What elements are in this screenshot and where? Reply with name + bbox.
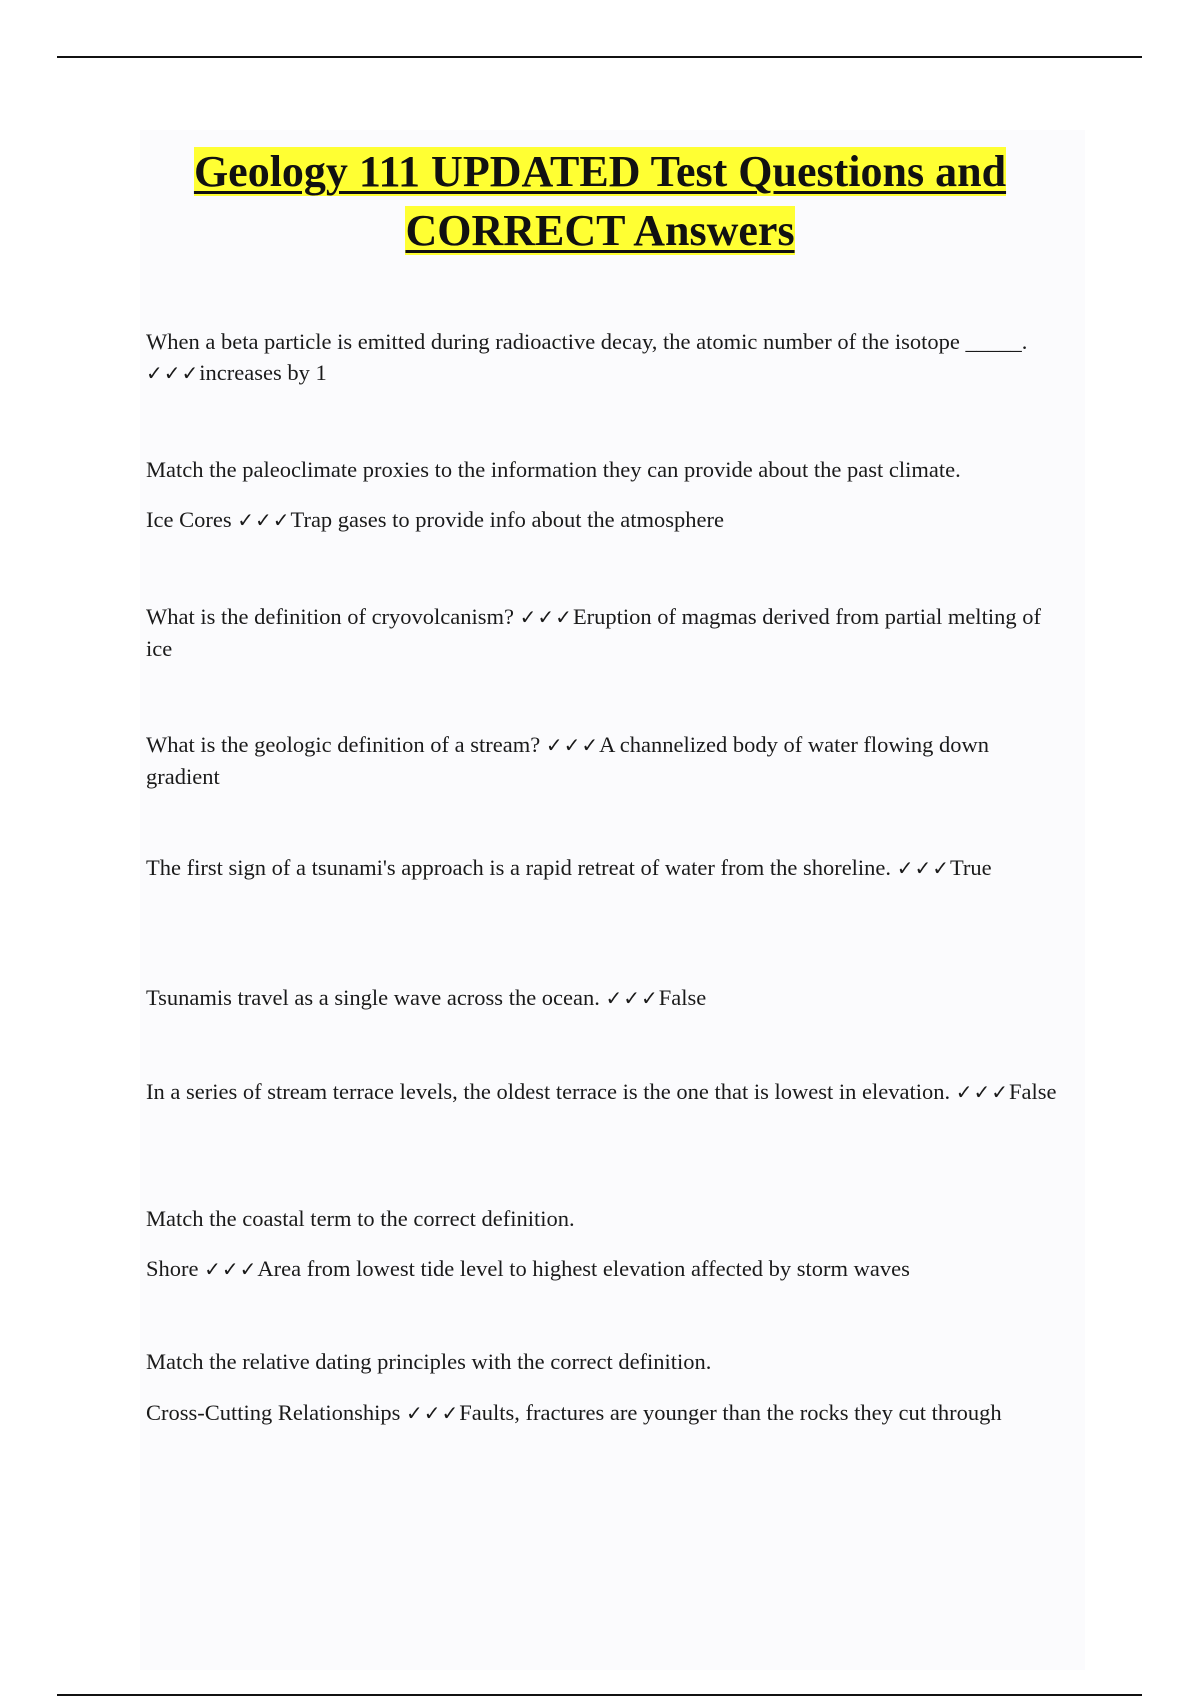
answer-text: False: [658, 985, 707, 1010]
title-line-1: Geology 111 UPDATED Test Questions and: [193, 147, 1007, 196]
question-text: When a beta particle is emitted during radioactive decay, the atomic number of the isotope _____.: [146, 329, 1028, 354]
answer-text: True: [949, 855, 992, 880]
qa-item: [146, 1076, 1066, 1108]
answer-text: Trap gases to provide info about the atmosphere: [290, 507, 724, 532]
question-text: Match the coastal term to the correct definition.: [146, 1206, 575, 1231]
qa-item: [146, 729, 1066, 792]
answer-text: A channelized body of water flowing down gradient: [146, 732, 990, 789]
bottom-divider: [57, 1694, 1142, 1696]
question-text: Shore: [146, 1256, 205, 1281]
check-mark-icon: ✓✓✓: [146, 361, 200, 385]
qa-item: [146, 504, 1066, 536]
qa-item: [146, 1346, 1066, 1377]
question-text: In a series of stream terrace levels, the oldest terrace is the one that is lowest in elevation.: [146, 1079, 956, 1104]
answer-text: Eruption of magmas derived from partial melting of ice: [146, 604, 1041, 661]
question-text: Match the relative dating principles with the correct definition.: [146, 1349, 712, 1374]
answer-text: False: [1008, 1079, 1057, 1104]
question-text: The first sign of a tsunami's approach is a rapid retreat of water from the shoreline.: [146, 855, 897, 880]
question-text: What is the definition of cryovolcanism?: [146, 604, 520, 629]
check-mark-icon: ✓✓✓: [896, 856, 950, 880]
qa-item: [146, 601, 1066, 664]
answer-text: Faults, fractures are younger than the rocks they cut through: [459, 1400, 1002, 1425]
answer-text: Area from lowest tide level to highest elevation affected by storm waves: [257, 1256, 910, 1281]
top-divider: [57, 56, 1142, 58]
answer-text: increases by 1: [199, 360, 327, 385]
check-mark-icon: ✓✓✓: [204, 1257, 258, 1281]
qa-item: [146, 1397, 1066, 1429]
qa-item: [146, 1253, 1066, 1285]
question-text: Ice Cores: [146, 507, 238, 532]
qa-item: [146, 852, 1066, 884]
check-mark-icon: ✓✓✓: [237, 508, 291, 532]
check-mark-icon: ✓✓✓: [545, 733, 600, 757]
question-text: Tsunamis travel as a single wave across the ocean.: [146, 985, 606, 1010]
qa-item: [146, 326, 1066, 389]
title-line-2: CORRECT Answers: [405, 206, 795, 255]
check-mark-icon: ✓✓✓: [955, 1080, 1009, 1104]
qa-item: [146, 1203, 1066, 1234]
question-text: Match the paleoclimate proxies to the information they can provide about the past climate.: [146, 457, 961, 482]
question-text: Cross-Cutting Relationships: [146, 1400, 407, 1425]
check-mark-icon: ✓✓✓: [519, 605, 573, 629]
question-text: What is the geologic definition of a stream?: [146, 732, 546, 757]
check-mark-icon: ✓✓✓: [605, 986, 659, 1010]
document-title: [140, 142, 1060, 260]
check-mark-icon: ✓✓✓: [406, 1401, 460, 1425]
qa-item: [146, 982, 1066, 1014]
qa-item: [146, 454, 1066, 485]
